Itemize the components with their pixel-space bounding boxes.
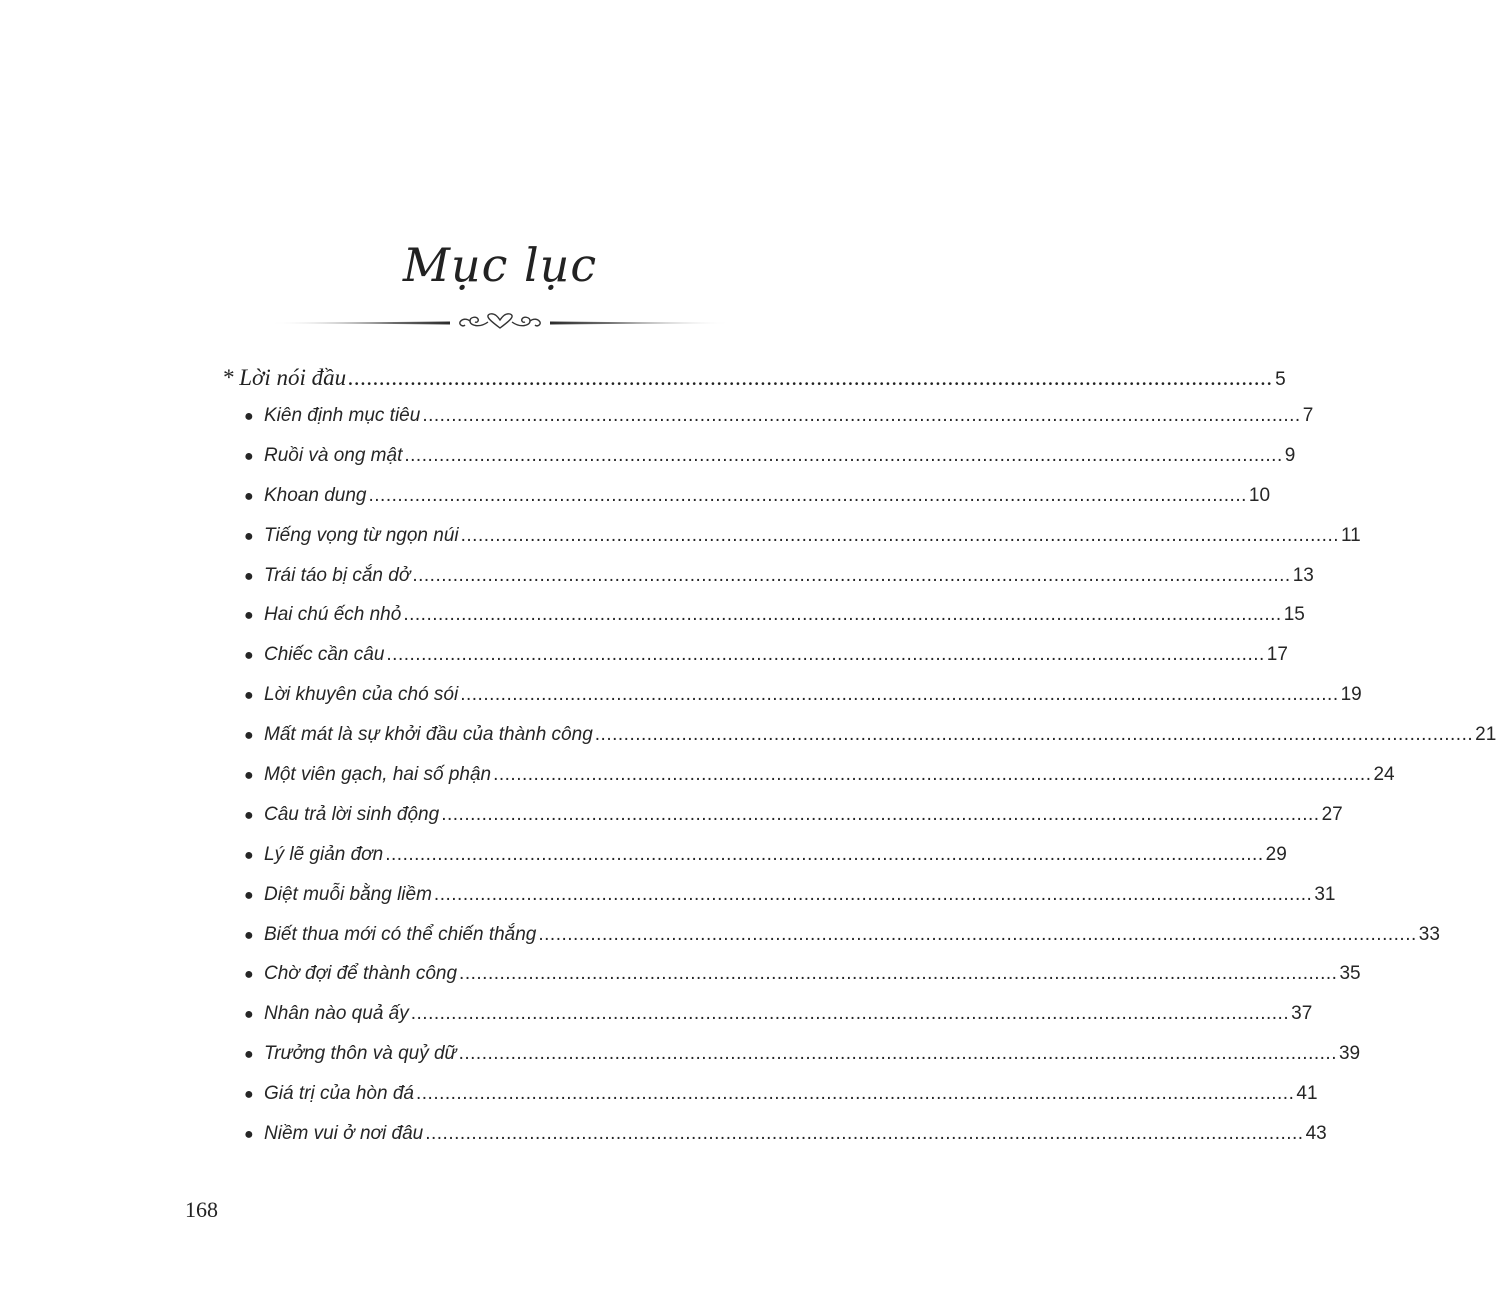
bullet-icon: ● [244, 886, 254, 904]
toc-leader-dots: ........................................................................................................................................................ [493, 764, 1372, 786]
toc-entry[interactable] [222, 923, 1440, 964]
toc-entry-page: 37 [1291, 1003, 1313, 1025]
toc-leader-dots: ........................................................................................................................................................ [422, 405, 1301, 426]
bullet-icon: ● [244, 647, 254, 665]
toc-entry-label: Lời khuyên của chó sói [264, 684, 459, 706]
bullet-icon: ● [244, 1126, 254, 1144]
bullet-icon: ● [244, 487, 254, 505]
bullet-icon: ● [244, 447, 254, 465]
toc-entry-label: Tiếng vọng từ ngọn núi [264, 524, 459, 546]
toc-intro-row[interactable] [222, 365, 1286, 405]
toc-entry-page: 7 [1302, 405, 1314, 426]
toc-intro-label: * Lời nói đầu [222, 365, 347, 390]
toc-entry-label: Một viên gạch, hai số phận [264, 764, 492, 786]
toc-entry[interactable] [222, 684, 1362, 724]
toc-entry[interactable] [222, 1003, 1313, 1043]
toc-entry-label: Ruồi và ong mật [264, 444, 403, 466]
toc-entry[interactable] [222, 524, 1361, 565]
toc-entry-label: Niềm vui ở nơi đâu [264, 1123, 424, 1145]
toc-leader-dots: ........................................................................................................................................................ [412, 564, 1291, 586]
toc-leader-dots: ........................................................................................................................................................ [385, 843, 1264, 865]
toc-leader-dots: ........................................................................................................................................................ [415, 1083, 1295, 1105]
toc-entry[interactable] [222, 644, 1288, 684]
bullet-icon: ● [244, 846, 254, 864]
toc-leader-dots: ........................................................................................................................................................ [403, 604, 1282, 626]
toc-entry-page: 17 [1266, 644, 1288, 666]
toc-entry[interactable] [222, 803, 1343, 844]
toc-leader-dots: ........................................................................................................................................................ [386, 644, 1265, 666]
bullet-icon: ● [244, 687, 254, 705]
toc-entry-label: Diệt muỗi bằng liềm [264, 883, 432, 905]
toc-entry-page: 19 [1340, 684, 1362, 706]
toc-leader-dots: ........................................................................................................................................................ [459, 963, 1338, 985]
toc-entry-page: 13 [1292, 564, 1314, 586]
toc-leader-dots: ........................................................................................................................................................ [368, 484, 1247, 506]
toc-entry[interactable] [222, 1083, 1318, 1123]
toc-entry-label: Chờ đợi để thành công [264, 963, 458, 985]
bullet-icon: ● [244, 408, 254, 425]
toc-entry[interactable] [222, 843, 1287, 884]
toc-entry-page: 31 [1314, 883, 1336, 905]
table-of-contents [222, 365, 1496, 1163]
toc-entry[interactable] [222, 1043, 1361, 1083]
toc-entry-page: 27 [1321, 803, 1343, 825]
toc-entry-page: 39 [1338, 1043, 1361, 1065]
toc-entry-page: 29 [1265, 843, 1287, 865]
bullet-icon: ● [244, 727, 254, 745]
toc-entry-label: Chiếc cần câu [264, 644, 385, 666]
toc-entry-page: 15 [1283, 604, 1305, 626]
toc-entry-label: Biết thua mới có thể chiến thắng [264, 923, 537, 945]
toc-entry-page: 11 [1341, 524, 1361, 546]
page-number: 168 [185, 1197, 218, 1222]
toc-entry[interactable] [222, 405, 1314, 445]
toc-leader-dots: ........................................................................................................................................................ [458, 1043, 1337, 1065]
toc-leader-dots: ........................................................................................................................................................ [410, 1003, 1290, 1025]
toc-entry-label: Nhân nào quả ấy [264, 1003, 409, 1025]
toc-leader-dots: ........................................................................................................................................................ [404, 444, 1283, 466]
toc-entry-label: Câu trả lời sinh động [264, 803, 440, 825]
toc-entry-label: Giá trị của hòn đá [264, 1083, 414, 1105]
toc-entry[interactable] [222, 484, 1271, 525]
toc-entry-label: Hai chú ếch nhỏ [264, 604, 402, 626]
page-title: Mục lục [402, 238, 598, 292]
toc-leader-dots: ........................................................................................................................................................ [433, 883, 1313, 905]
toc-leader-dots: ........................................................................................................................................................ [538, 923, 1417, 945]
toc-entry[interactable] [222, 764, 1395, 804]
toc-entry-list [222, 405, 1496, 1163]
bullet-icon: ● [244, 966, 254, 984]
bullet-icon: ● [244, 1006, 254, 1024]
bullet-icon: ● [244, 607, 254, 625]
toc-entry-page: 24 [1373, 764, 1395, 786]
bullet-icon: ● [244, 1086, 254, 1104]
bullet-icon: ● [244, 767, 254, 785]
toc-entry-page: 10 [1248, 484, 1271, 506]
toc-entry-label: Trái táo bị cắn dở [264, 564, 411, 586]
divider-ornament-icon [270, 310, 730, 336]
bullet-icon: ● [244, 1046, 254, 1064]
bullet-icon: ● [244, 567, 254, 585]
toc-leader-dots: ........................................................................................................................................................ [425, 1123, 1304, 1145]
toc-leader-dots: ........................................................................................................................................................ [460, 684, 1339, 706]
toc-entry[interactable] [222, 444, 1296, 485]
toc-leader-dots: ........................................................................................................................................................ [594, 724, 1474, 746]
toc-entry-label: Khoan dung [264, 484, 367, 506]
toc-entry-label: Trưởng thôn và quỷ dữ [264, 1043, 457, 1065]
bullet-icon: ● [244, 926, 254, 944]
toc-entry[interactable] [222, 963, 1361, 1003]
toc-leader-dots: ........................................................................................................................................................ [460, 524, 1340, 546]
toc-entry-label: Lý lẽ giản đơn [264, 843, 384, 865]
toc-entry[interactable] [222, 724, 1496, 764]
toc-entry-label: Kiên định mục tiêu [264, 405, 421, 426]
toc-leader-dots: .................................................................................................................................................... [348, 365, 1274, 390]
toc-entry[interactable] [222, 564, 1314, 605]
toc-entry-page: 21 [1475, 724, 1496, 746]
toc-entry-page: 41 [1296, 1083, 1318, 1105]
toc-entry-page: 9 [1284, 444, 1296, 466]
toc-entry[interactable] [222, 883, 1336, 924]
toc-entry[interactable] [222, 1123, 1327, 1163]
toc-leader-dots: ........................................................................................................................................................ [441, 803, 1320, 825]
bullet-icon: ● [244, 527, 254, 545]
bullet-icon: ● [244, 806, 254, 824]
toc-entry-page: 33 [1418, 923, 1440, 945]
toc-intro-page: 5 [1275, 369, 1286, 390]
toc-entry-label: Mất mát là sự khởi đầu của thành công [264, 724, 593, 746]
toc-entry-page: 35 [1339, 963, 1361, 985]
toc-entry-page: 43 [1305, 1123, 1327, 1145]
toc-entry[interactable] [222, 604, 1305, 644]
